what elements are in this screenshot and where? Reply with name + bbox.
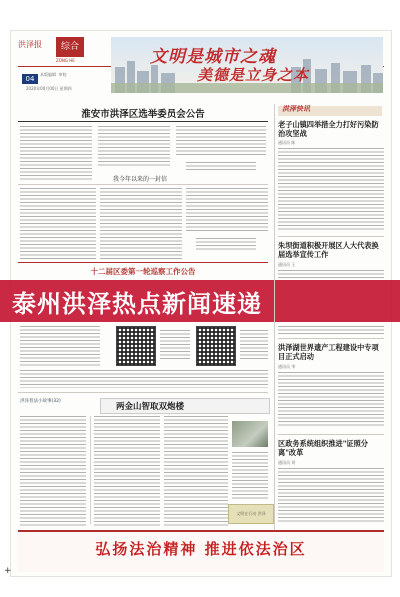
- law-story-tag: 洪泽普法小故事(32): [20, 399, 61, 404]
- story-divider: [278, 434, 384, 435]
- article-body-text: [20, 188, 96, 260]
- banner-slogan-2: 美德是立身之本: [197, 66, 310, 84]
- section-name: 综合: [56, 37, 84, 57]
- article-body-text: [176, 126, 266, 156]
- article-body-text: [278, 326, 384, 334]
- article-body-text: [278, 372, 384, 428]
- story-1-title: 老子山镇四举措全力打好污染防治攻坚战: [278, 120, 379, 138]
- section-divider: [18, 392, 268, 393]
- article-body-text: [98, 126, 170, 166]
- section-pinyin: ZONG HE: [56, 58, 75, 63]
- news-brief-logo: 洪泽快讯: [282, 104, 310, 113]
- column-divider: [90, 416, 91, 524]
- inspection-title: 十二届区委第一轮巡察工作公告: [90, 267, 196, 276]
- article-body-text: [164, 416, 228, 526]
- section-divider: [18, 184, 268, 185]
- article-body-text: [278, 270, 384, 280]
- story-divider: [278, 236, 384, 237]
- article-body-text: [278, 468, 384, 524]
- story-2-title: 朱坝街道积极开展区人大代表换届选举宣传工作: [278, 241, 379, 259]
- story-4-meta: 通讯员 刘: [278, 460, 296, 465]
- article-body-text: [20, 416, 86, 526]
- story-1-meta: 通讯员 陈: [278, 140, 296, 145]
- story-4-title: 区政务系统组织推进"证照分离"改革: [278, 439, 368, 457]
- article-body-text: [20, 326, 100, 366]
- article-body-text: [278, 148, 384, 230]
- story-2-meta: 通讯员 王: [278, 262, 296, 267]
- letter-heading: 我今年以来的一封信: [112, 176, 167, 183]
- headline-rule: [18, 121, 268, 122]
- story-3-meta: 通讯员 李: [278, 364, 296, 369]
- story-heading: 两金山智取双炮楼: [116, 402, 185, 412]
- article-body-text: [240, 330, 268, 360]
- edition-info: 本版编辑 审校: [40, 72, 67, 77]
- article-body-text: [100, 188, 182, 260]
- article-body-text: [94, 416, 160, 526]
- article-body-text: [20, 370, 268, 388]
- article-body-text: [186, 188, 268, 232]
- signature-text: [186, 162, 256, 172]
- banner-slogan-1: 文明是城市之魂: [150, 47, 276, 67]
- signature-text: [196, 238, 256, 252]
- crop-mark: +: [4, 566, 12, 576]
- overlay-title: 泰州洪泽热点新闻速递: [12, 290, 262, 318]
- article-body-text: [160, 330, 190, 360]
- qr-code-icon: [196, 326, 236, 366]
- red-rule: [18, 262, 268, 263]
- story-divider: [278, 338, 384, 339]
- ad-box: 文明在行动 洪泽: [228, 504, 274, 524]
- story-photo: [232, 421, 268, 447]
- edition-date: 2020年00月00日 星期四: [26, 86, 72, 91]
- page-number: 04: [22, 74, 38, 84]
- story-3-title: 洪泽湖世界遗产工程建设中专项目正式启动: [278, 343, 379, 361]
- masthead-brand: 洪泽报: [18, 40, 42, 49]
- slogan-text: 弘扬法治精神 推进依法治区: [95, 540, 307, 558]
- article-headline: 淮安市洪泽区选举委员会公告: [81, 109, 205, 120]
- qr-code-icon: [116, 326, 156, 366]
- article-body-text: [232, 452, 268, 500]
